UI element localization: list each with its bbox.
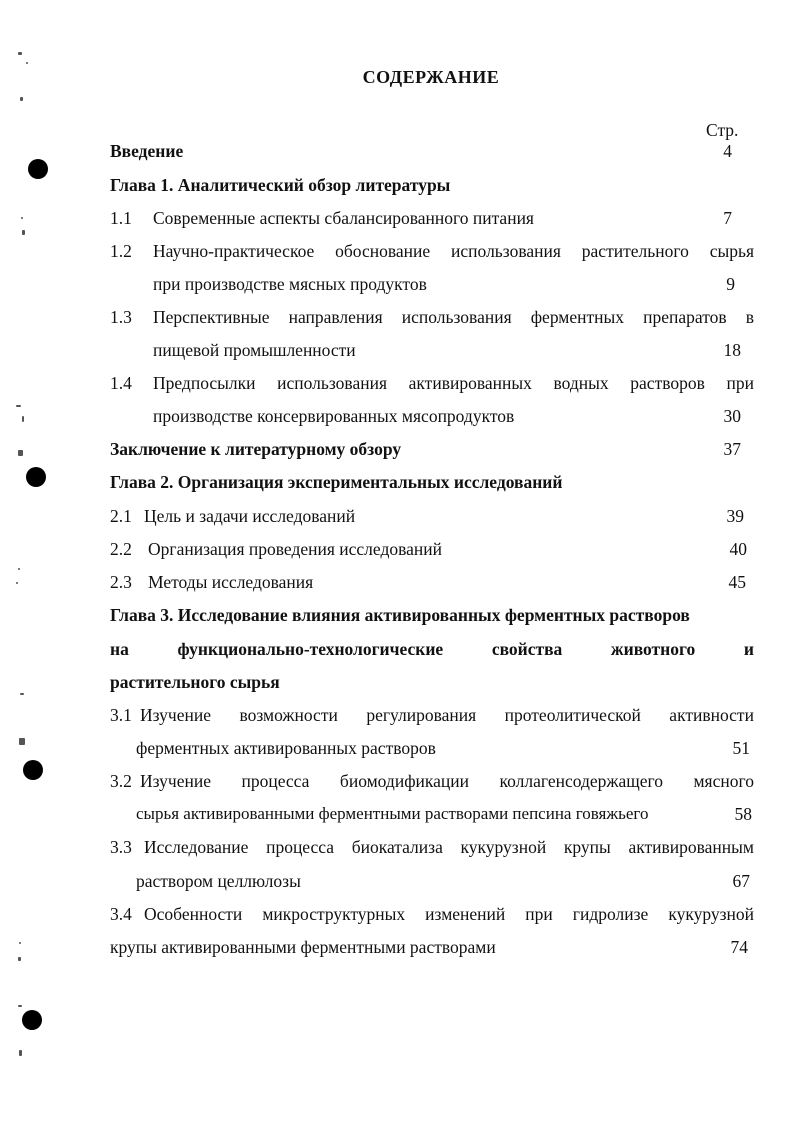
section-1-4-title-line2: производстве консервированных мясопродуктов (153, 406, 515, 426)
section-1-2-page: 9 (726, 274, 735, 294)
scan-speck (22, 416, 24, 422)
word: процесса (241, 771, 310, 791)
section-2-3-title: Методы исследования (148, 572, 314, 592)
word: Особенности (144, 904, 243, 924)
section-2-1-title: Цель и задачи исследований (144, 506, 356, 526)
section-1-1-num: 1.1 (110, 208, 132, 228)
word: биокатализа (351, 837, 443, 857)
scan-speck (16, 405, 21, 407)
word: водных (553, 373, 609, 393)
scan-speck (19, 942, 21, 944)
section-3-1-page: 51 (732, 738, 750, 758)
word: обоснование (335, 241, 431, 261)
section-1-4-title-line1 (153, 373, 754, 393)
section-3-3-title-line2: раствором целлюлозы (136, 871, 301, 891)
word: биомодификации (339, 771, 470, 791)
section-2-3-num: 2.3 (110, 572, 132, 592)
word: ферментных (530, 307, 625, 327)
word: Предпосылки (153, 373, 256, 393)
section-1-3-title-line2: пищевой промышленности (153, 340, 356, 360)
scan-speck (18, 1005, 22, 1007)
section-3-2-title-line1 (140, 771, 754, 791)
section-3-4-title-line1 (144, 904, 754, 924)
section-3-4-num: 3.4 (110, 904, 132, 924)
word: использования (401, 307, 512, 327)
intro-title: Введение (110, 141, 184, 161)
binder-hole-1 (28, 159, 48, 179)
word: направления (288, 307, 383, 327)
word: на (110, 639, 129, 659)
binder-hole-3 (23, 760, 43, 780)
section-1-3-num: 1.3 (110, 307, 132, 327)
word: при (726, 373, 754, 393)
section-2-1-page: 39 (726, 506, 744, 526)
section-3-3-num: 3.3 (110, 837, 132, 857)
section-3-3-title-line1 (144, 837, 754, 857)
word: кукурузной (668, 904, 754, 924)
section-1-2-num: 1.2 (110, 241, 132, 261)
chapter-1-heading: Глава 1. Аналитический обзор литературы (110, 175, 451, 195)
scan-speck (18, 450, 23, 456)
chapter-3-heading-line1: Глава 3. Исследование влияния активированных ферментных растворов (110, 605, 690, 625)
word: Исследование (144, 837, 249, 857)
word: активности (669, 705, 754, 725)
word: при (525, 904, 553, 924)
word: протеолитической (504, 705, 641, 725)
chapter-3-heading-line2 (110, 639, 754, 659)
section-3-4-title-line2: крупы активированными ферментными растворами (110, 937, 496, 957)
section-1-3-title-line1 (153, 307, 754, 327)
word: и (743, 639, 754, 659)
word: в (745, 307, 754, 327)
word: изменений (425, 904, 506, 924)
scan-speck (20, 97, 23, 101)
section-2-1-num: 2.1 (110, 506, 132, 526)
word: Перспективные (153, 307, 270, 327)
page-title: СОДЕРЖАНИЕ (362, 67, 500, 87)
conclusion-title: Заключение к литературному обзору (110, 439, 402, 459)
section-1-2-title-line2: при производстве мясных продуктов (153, 274, 427, 294)
section-2-2-num: 2.2 (110, 539, 132, 559)
word: растворов (630, 373, 705, 393)
scan-speck (19, 1050, 22, 1056)
word: свойства (491, 639, 563, 659)
word: Научно-практическое (153, 241, 315, 261)
scan-speck (22, 230, 25, 235)
word: возможности (239, 705, 338, 725)
word: микроструктурных (262, 904, 406, 924)
scan-speck (18, 52, 22, 55)
word: крупы (563, 837, 611, 857)
section-3-4-page: 74 (730, 937, 748, 957)
word: активированным (628, 837, 754, 857)
word: коллагенсодержащего (499, 771, 663, 791)
binder-hole-2 (26, 467, 46, 487)
word: использования (451, 241, 561, 261)
scan-speck (18, 568, 20, 570)
section-1-1-title: Современные аспекты сбалансированного питания (153, 208, 534, 228)
scan-speck (16, 582, 18, 584)
word: регулирования (366, 705, 477, 725)
intro-page: 4 (723, 141, 732, 161)
word: животного (610, 639, 696, 659)
word: функционально-технологические (177, 639, 444, 659)
section-2-2-page: 40 (729, 539, 747, 559)
word: процесса (266, 837, 335, 857)
word: гидролизе (572, 904, 649, 924)
section-1-1-page: 7 (723, 208, 732, 228)
chapter-2-heading: Глава 2. Организация экспериментальных исследований (110, 472, 563, 492)
scan-speck (20, 693, 24, 695)
chapter-3-heading-line3: растительного сырья (110, 672, 280, 692)
section-1-3-page: 18 (723, 340, 741, 360)
word: кукурузной (460, 837, 547, 857)
page-column-label: Стр. (706, 120, 739, 140)
word: сырья (709, 241, 754, 261)
word: препаратов (643, 307, 727, 327)
section-3-1-title-line1 (140, 705, 754, 725)
section-3-1-num: 3.1 (110, 705, 132, 725)
section-2-3-page: 45 (728, 572, 746, 592)
scan-speck (19, 738, 25, 745)
word: Изучение (140, 771, 211, 791)
word: активированных (408, 373, 532, 393)
section-3-2-page: 58 (734, 804, 752, 824)
section-3-1-title-line2: ферментных активированных растворов (136, 738, 436, 758)
word: Изучение (140, 705, 211, 725)
word: мясного (693, 771, 754, 791)
conclusion-page: 37 (723, 439, 741, 459)
binder-hole-4 (22, 1010, 42, 1030)
section-1-4-page: 30 (723, 406, 741, 426)
scan-speck (21, 217, 23, 219)
section-3-3-page: 67 (732, 871, 750, 891)
word: использования (277, 373, 388, 393)
section-1-2-title-line1 (153, 241, 754, 261)
word: растительного (581, 241, 689, 261)
section-2-2-title: Организация проведения исследований (148, 539, 443, 559)
section-3-2-num: 3.2 (110, 771, 132, 791)
scan-speck (18, 957, 21, 961)
section-3-2-title-line2: сырья активированными ферментными растворами пепсина говяжьего (136, 804, 649, 823)
section-1-4-num: 1.4 (110, 373, 132, 393)
scan-speck (26, 62, 28, 64)
